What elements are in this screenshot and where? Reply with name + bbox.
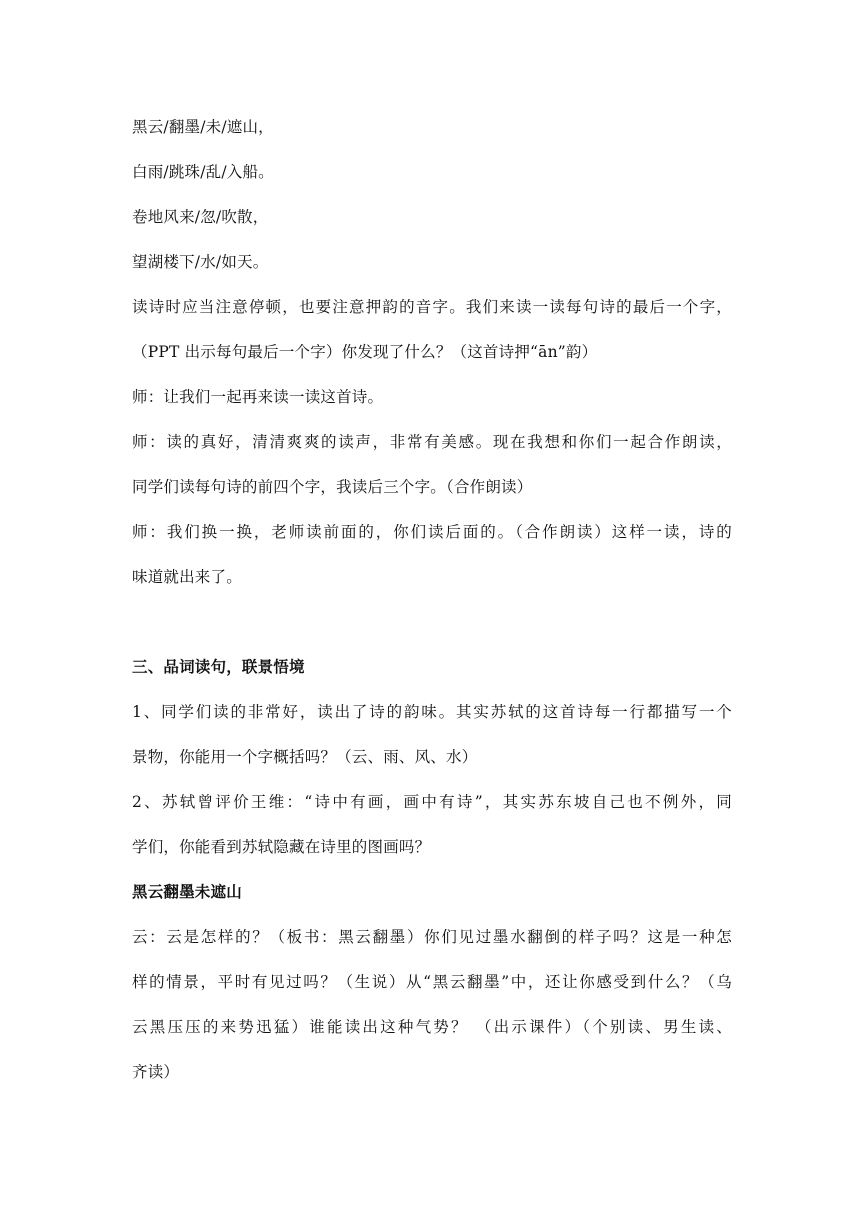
poem-line-2: 白雨/跳珠/乱/入船。: [132, 163, 274, 181]
cloud-paragraph-line-2: 样的情景，平时有见过吗？（生说）从“黑云翻墨”中，还让你感受到什么？（乌: [132, 973, 732, 991]
question-1-line-2: 景物，你能用一个字概括吗？（云、雨、风、水）: [132, 748, 478, 766]
question-1-line-1: 1、同学们读的非常好，读出了诗的韵味。其实苏轼的这首诗每一行都描写一个: [132, 703, 732, 721]
teacher-swap-line-1: 师：我们换一换，老师读前面的，你们读后面的。（合作朗读）这样一读，诗的: [132, 523, 732, 541]
cloud-paragraph-line-3: 云黑压压的来势迅猛）谁能读出这种气势？ （出示课件）（个别读、男生读、: [132, 1018, 732, 1036]
cloud-paragraph-line-4: 齐读）: [132, 1063, 180, 1081]
poem-line-1: 黑云/翻墨/未/遮山，: [132, 118, 274, 136]
teacher-line: 师：让我们一起再来读一读这首诗。: [132, 388, 384, 406]
poem-line-4: 望湖楼下/水/如天。: [132, 253, 269, 271]
reading-tip-line-2: （PPT 出示每句最后一个字）你发现了什么？（这首诗押“ān”韵）: [132, 343, 598, 361]
teacher-praise-line-1: 师：读的真好，清清爽爽的读声，非常有美感。现在我想和你们一起合作朗读，: [132, 433, 732, 451]
subheading: 黑云翻墨未遮山: [132, 883, 242, 901]
teacher-praise-line-2: 同学们读每句诗的前四个字，我读后三个字。（合作朗读）: [132, 478, 533, 496]
question-2-line-2: 学们，你能看到苏轼隐藏在诗里的图画吗？: [132, 838, 431, 856]
cloud-paragraph-line-1: 云：云是怎样的？（板书：黑云翻墨）你们见过墨水翻倒的样子吗？这是一种怎: [132, 928, 732, 946]
teacher-swap-line-2: 味道就出来了。: [132, 568, 242, 586]
section-heading: 三、品词读句，联景悟境: [132, 658, 305, 676]
poem-line-3: 卷地风来/忽/吹散，: [132, 208, 269, 226]
reading-tip-line-1: 读诗时应当注意停顿，也要注意押韵的音字。我们来读一读每句诗的最后一个字，: [132, 298, 732, 316]
question-2-line-1: 2、苏轼曾评价王维：“诗中有画，画中有诗”，其实苏东坡自己也不例外，同: [132, 793, 732, 811]
